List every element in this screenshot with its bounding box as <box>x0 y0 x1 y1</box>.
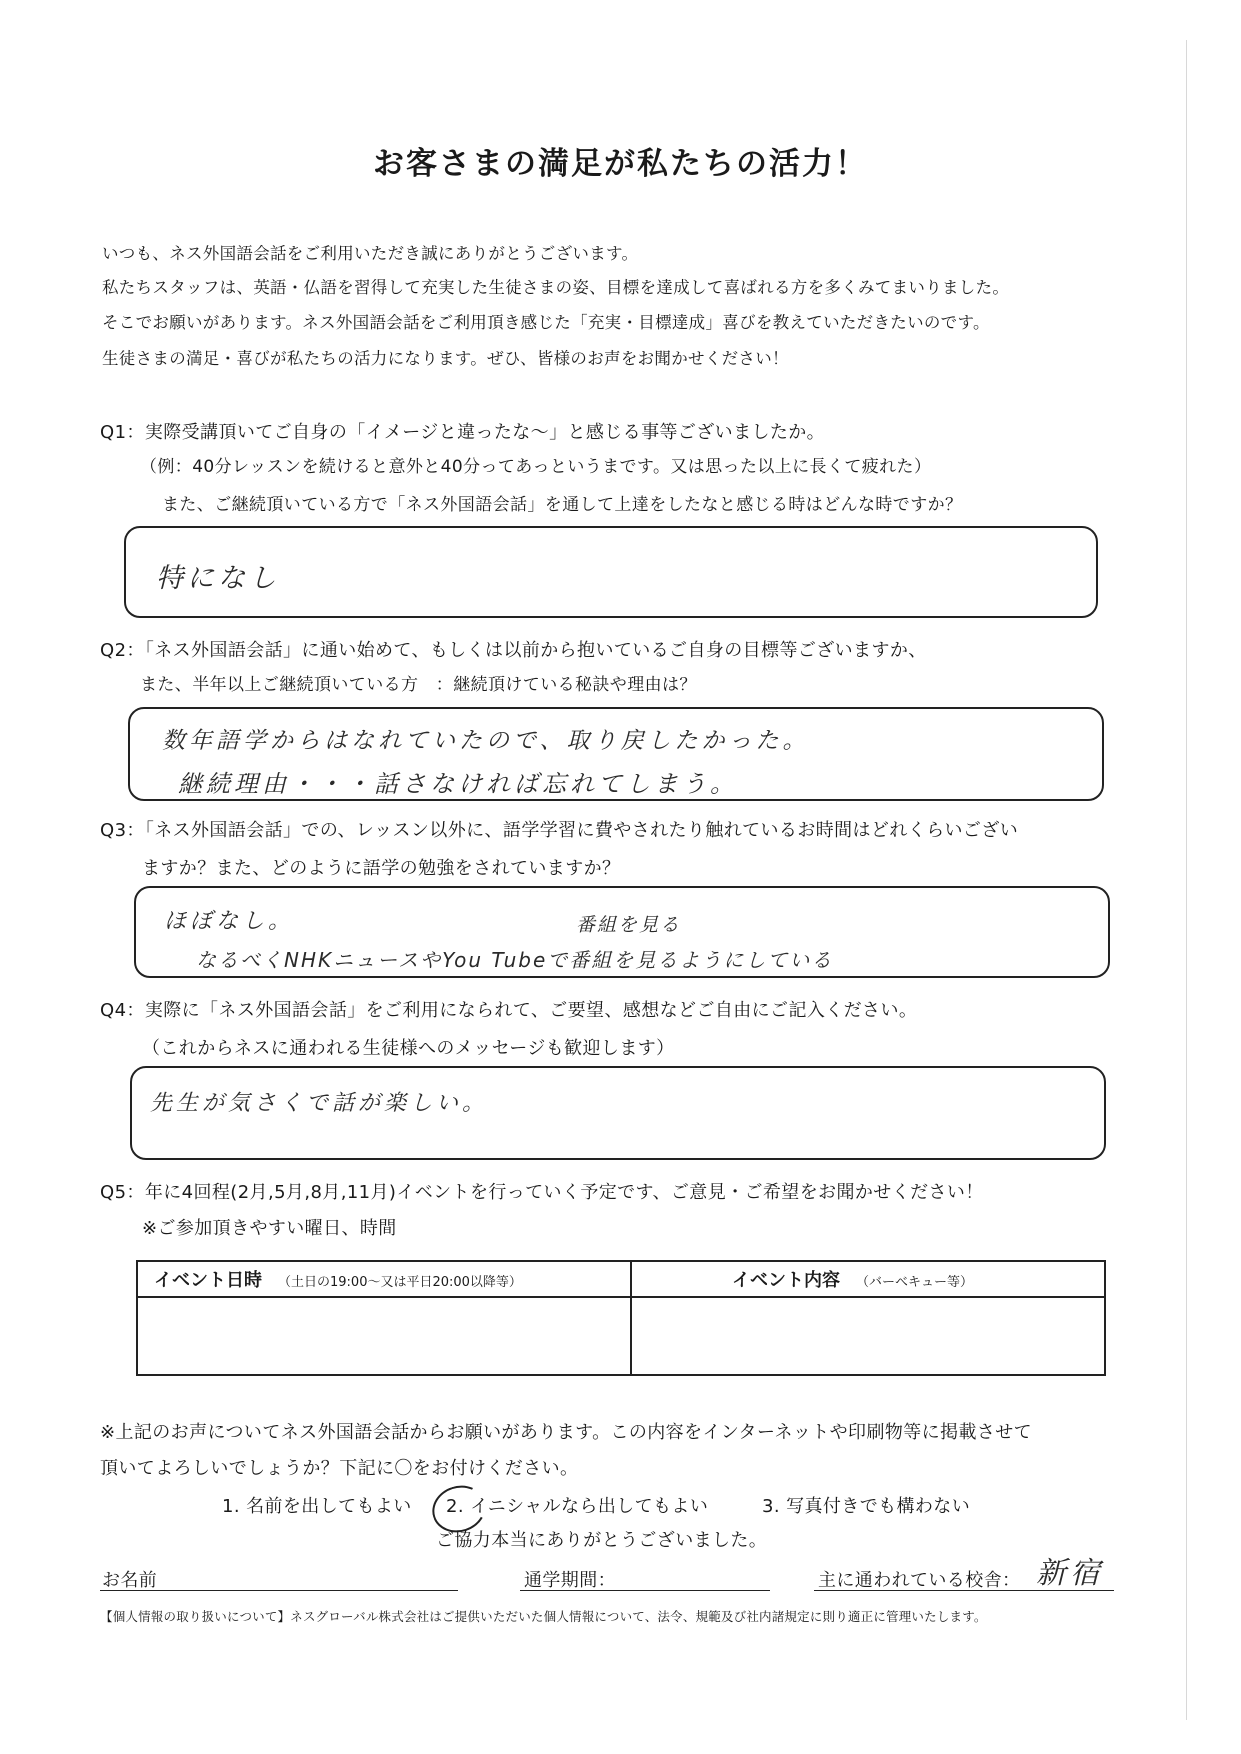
permission-option-1[interactable]: 1. 名前を出してもよい <box>222 1496 412 1517</box>
permission-option-3[interactable]: 3. 写真付きでも構わない <box>762 1496 971 1517</box>
permission-request: ※上記のお声についてネス外国語会話からお願いがあります。この内容をインターネットや印刷物等に掲載させて <box>100 1422 1033 1443</box>
q3-question: Q3：「ネス外国語会話」での、レッスン以外に、語学学習に費やされたり触れているお時間はどれくらいござい <box>100 820 1019 841</box>
event-date-hint: （土日の19:00～又は平日20:00以降等） <box>278 1275 522 1290</box>
q5-question: Q5：年に4回程(2月,5月,8月,11月)イベントを行っていく予定です、ご意見・ご希望をお聞かせください！ <box>100 1182 984 1203</box>
q4-question: Q4：実際に「ネス外国語会話」をご利用になられて、ご要望、感想などご自由にご記入ください。 <box>100 1000 918 1021</box>
event-content-hint: （バーベキュー等） <box>856 1275 974 1290</box>
school-field-line[interactable] <box>814 1590 1114 1591</box>
period-label: 通学期間： <box>524 1570 616 1591</box>
permission-instruction: 頂いてよろしいでしょうか？下記に〇をお付けください。 <box>100 1458 579 1479</box>
q4-followup: （これからネスに通われる生徒様へのメッセージも歓迎します） <box>142 1038 675 1059</box>
q2-followup: また、半年以上ご継続頂いている方 ：継続頂けている秘訣や理由は？ <box>140 675 697 695</box>
school-value: 新宿 <box>1036 1556 1104 1591</box>
event-content-label: イベント内容 <box>732 1270 840 1291</box>
q2-answer-line-1: 数年語学からはなれていたので、取り戻したかった。 <box>162 728 810 754</box>
q1-question: Q1：実際受講頂いてご自身の「イメージと違ったな～」と感じる事等ございましたか。 <box>100 422 826 443</box>
permission-option-2[interactable]: 2. イニシャルなら出してもよい <box>446 1496 709 1517</box>
page-title: お客さまの満足が私たちの活力！ <box>373 146 868 182</box>
event-content-cell[interactable] <box>631 1297 1105 1375</box>
q4-answer: 先生が気さくで話が楽しい。 <box>150 1091 489 1116</box>
q1-answer: 特になし <box>156 563 280 594</box>
q3-answer-line-2: なるべくNHKニュースやYou Tubeで番組を見るようにしている <box>196 948 834 972</box>
name-field-line[interactable] <box>100 1590 458 1591</box>
name-label: お名前 <box>102 1570 158 1591</box>
page-margin-line <box>1186 40 1187 1720</box>
intro-line-4: 生徒さまの満足・喜びが私たちの活力になります。ぜひ、皆様のお声をお聞かせください！ <box>102 349 789 368</box>
q1-example: （例：40分レッスンを続けると意外と40分ってあっというまです。又は思った以上に長くて疲れた） <box>140 457 932 477</box>
q3-followup: ますか？また、どのように語学の勉強をされていますか？ <box>142 858 621 879</box>
q2-question: Q2：「ネス外国語会話」に通い始めて、もしくは以前から抱いているご自身の目標等ございますか、 <box>100 640 927 661</box>
q3-correction: 番組を見る <box>576 914 682 936</box>
q2-answer-line-2: 継続理由・・・話さなければ忘れてしまう。 <box>178 770 738 798</box>
event-date-label: イベント日時 <box>154 1270 262 1291</box>
event-content-header <box>631 1261 1105 1297</box>
q5-followup: ※ご参加頂きやすい曜日、時間 <box>142 1218 397 1239</box>
school-label: 主に通われている校舎： <box>818 1570 1021 1591</box>
event-date-cell[interactable] <box>137 1297 631 1375</box>
q1-followup: また、ご継続頂いている方で「ネス外国語会話」を通して上達をしたなと感じる時はどんな時ですか？ <box>162 495 963 515</box>
thanks-message: ご協力本当にありがとうございました。 <box>436 1530 768 1551</box>
event-date-header <box>137 1261 631 1297</box>
privacy-footer: 【個人情報の取り扱いについて】ネスグローバル株式会社はご提供いただいた個人情報について、法令、規範及び社内諸規定に則り適正に管理いたします。 <box>100 1609 987 1624</box>
event-table <box>136 1260 1106 1376</box>
intro-line-1: いつも、ネス外国語会話をご利用いただき誠にありがとうございます。 <box>102 244 639 263</box>
intro-line-3: そこでお願いがあります。ネス外国語会話をご利用頂き感じた「充実・目標達成」喜びを教えていただきたいのです。 <box>102 313 990 332</box>
period-field-line[interactable] <box>520 1590 770 1591</box>
intro-line-2: 私たちスタッフは、英語・仏語を習得して充実した生徒さまの姿、目標を達成して喜ばれる方を多くみてまいりました。 <box>102 278 1010 297</box>
q3-answer-line-1: ほぼなし。 <box>164 909 295 934</box>
